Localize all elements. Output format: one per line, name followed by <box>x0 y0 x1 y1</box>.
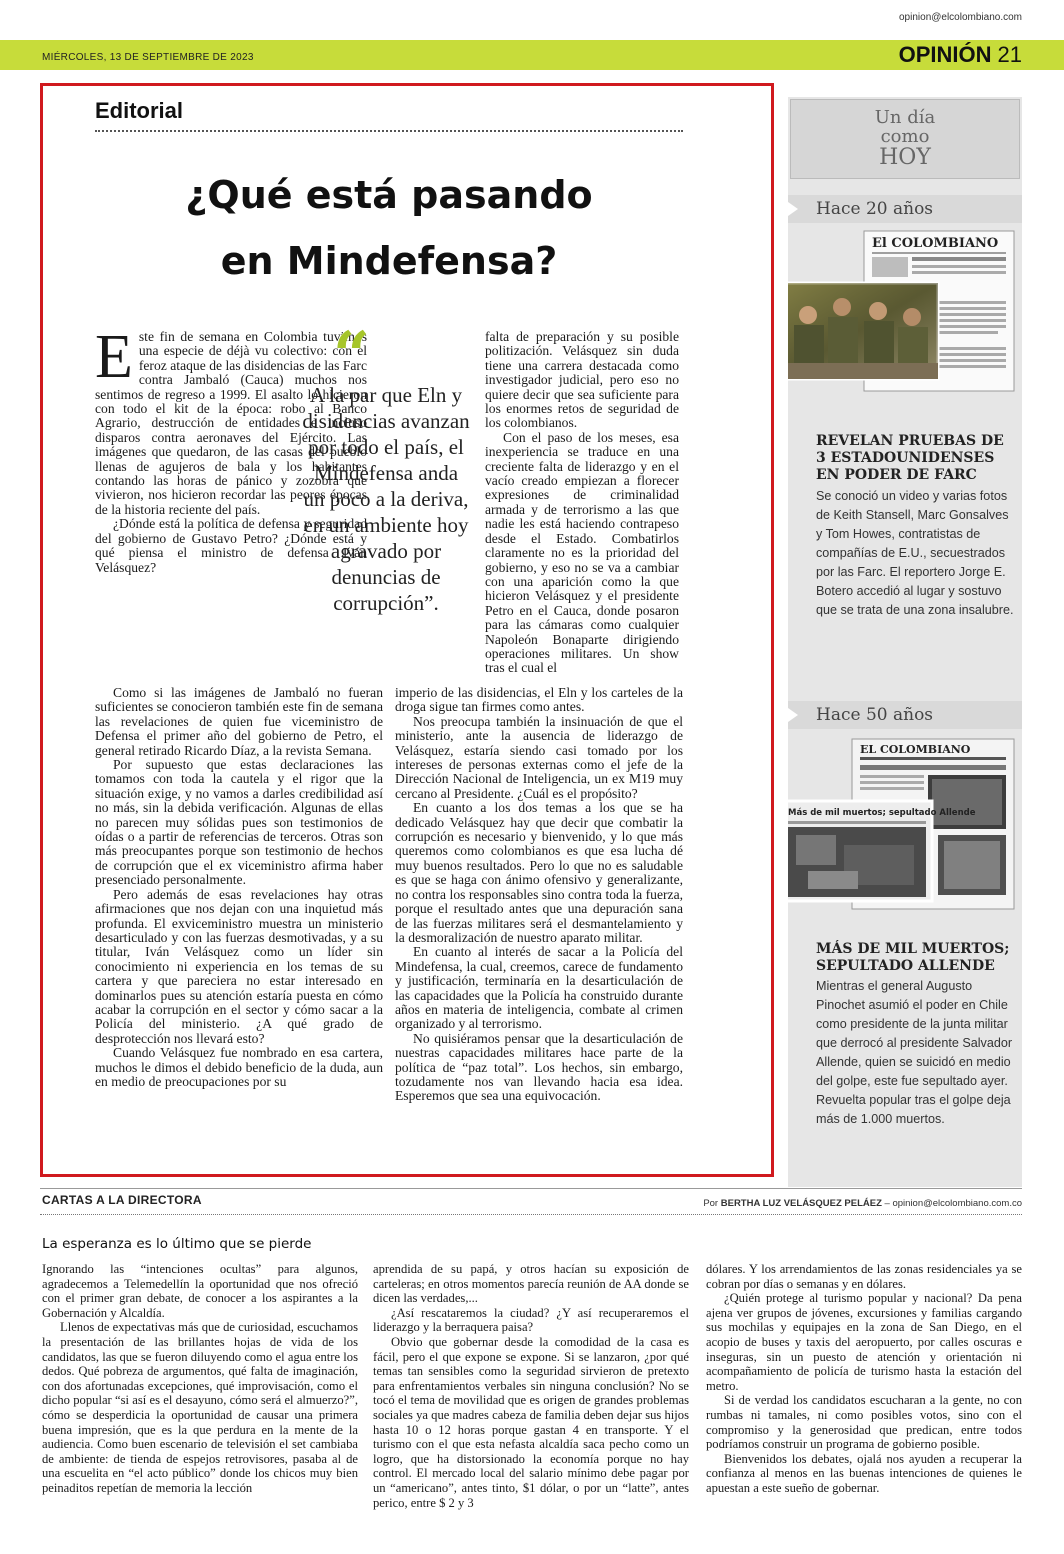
paragraph: Si de verdad los candidatos escucharan a la gente, no con rumbas ni tamales, ni como posibles votos, sino con el compromiso y la generosidad que predican, entre todos podríamos construir un programa de gobierno posible. <box>706 1393 1022 1452</box>
clipping-masthead-20: El COLOMBIANO <box>872 236 999 251</box>
letter-column-1 <box>42 1262 358 1496</box>
paragraph: imperio de las disidencias, el Eln y los carteles de la droga sigue tan firmes como antes. <box>395 685 683 715</box>
editorial-label: Editorial <box>95 98 184 123</box>
editorial-column-3-top <box>485 330 679 676</box>
archive-clipping-50 <box>788 735 1022 915</box>
newspaper-clipping-image <box>788 735 1022 915</box>
news-headline-20: REVELAN PRUEBAS DE 3 ESTADOUNIDENSES EN PODER DE FARC <box>816 433 1004 483</box>
editorial-box <box>40 83 774 1177</box>
editorial-headline <box>95 162 683 294</box>
paragraph: dólares. Y los arrendamientos de las zonas residenciales ya se cobran por días o semanas y en dólares. <box>706 1262 1022 1291</box>
paragraph: ¿Dónde está la política de defensa y seguridad del gobierno de Gustavo Petro? ¿Dónde está y qué piensa el ministro de defensa Iván Velásquez? <box>95 516 367 575</box>
news-body-20: Se conoció un video y varias fotos de Keith Stansell, Marc Gonsalves y Tom Howes, contratistas de compañías de E.U., secuestrados por las Farc. El reportero Jorge E. Botero accedió al lugar y sostuvo que se trata de una zona insalubre. <box>816 489 1014 617</box>
section-title <box>899 42 1022 68</box>
divider <box>40 1188 1022 1189</box>
paragraph: aprendida de su papá, y otros hacían su exposición de carteleras; en otros momentos parecía reunión de AA donde se dicen las verdades,... <box>373 1262 689 1306</box>
paragraph: Bienvenidos los debates, ojalá nos ayuden a recuperar la confianza al menos en las buenas intenciones de quienes le apuestan a este sueño de gobernar. <box>706 1451 1022 1495</box>
editorial-column-1-bottom <box>95 686 383 1089</box>
news-body-50: Mientras el general Augusto Pinochet asumió el poder en Chile como presidente de la junta militar que derrocó al presidente Salvador Allende, quien se suicidó en medio del golpe, este fue sepultado ayer. Revuelta popular tras el golpe deja más de 1.000 muertos. <box>816 979 1013 1126</box>
editorial-column-2-bottom <box>395 686 683 1104</box>
paragraph: Pero además de esas revelaciones hay otras afirmaciones que nos dejan con una inquietud más profunda. El exviceministro muestra un ministerio desarticulado y con las fuerzas desmotivadas, y a su titular, Iván Velásquez como un líder sin conocimiento ni experiencia en los temas de su cartera y que pareciera no estar interesado en dominarlos pues su atención estaría puesta en cómo acabar la corrupción en el sector y cómo sacar a la Policía del ministerio. ¿A qué grado de desprotección nos llevará esto? <box>95 886 383 1046</box>
editorial-rule <box>95 130 683 132</box>
page-number: 21 <box>997 42 1022 67</box>
header-email: opinion@elcolombiano.com <box>899 12 1022 23</box>
sidebar-header: Un día como HOY <box>790 99 1020 179</box>
paragraph: Por supuesto que estas declaraciones las tomamos con toda la cautela y el rigor que la situación exige, y no vamos a darles credibilidad así no más, sin la debida verificación. Algunas de ellas no parecen muy sólidas pues son testimonios de oídas o a partir de referencias de terceros. Otras son más preocupantes porque son testimonio de hechos de corrupción que el ex viceministro afirma haber presenciado personalmente. <box>95 757 383 888</box>
paragraph: Obvio que gobernar desde la comodidad de la casa es fácil, pero el que expone se expone. Si se lanzaron, ¿por qué temas tan sensibles como la seguridad sirvieron de pretexto para enfrentamientos verbales sin ninguna conclusión? No se tocó el tema de movilidad que es origen de grandes problemas sociales ya que madres cabeza de familia deben dejar sus hijos hasta 10 o 12 horas porque gastan 4 en transporte. Y el turismo con el que esta nefasta alcaldía saca pecho como un logro, que ha distorsionado la economía porque no hay control. El mercado local del salario mínimo debe pagar por un “americano”, antes tinto, $1 dólar, o por un “latte”, antes perico, entre $ 2 y 3 <box>373 1334 689 1510</box>
paragraph: En cuanto a los dos temas a los que se ha dedicado Velásquez hay que decir que combatir la corrupción es necesario y bienvenido, y lo que más queremos como colombianos es que esa lucha dé muy buenos resultados. Pero lo que no es saludable es que se haga con ánimo ofensivo y generalizante, no contra los responsables sino contra toda la fuerza, porque el resultado antes que una depuración sana de las fuerzas militares será el desmantelamiento y la desmoralización de nuestro aparato militar. <box>395 800 683 945</box>
paragraph: Cuando Velásquez fue nombrado en esa cartera, muchos le dimos el debido beneficio de la duda, aun en medio de preocupaciones por su <box>95 1045 383 1089</box>
quote-icon: “ <box>333 318 370 393</box>
byline-email: – opinion@elcolombiano.com.co <box>884 1198 1022 1209</box>
letter-title: La esperanza es lo último que se pierde <box>42 1236 312 1252</box>
paragraph: Llenos de expectativas más que de curiosidad, escuchamos la presentación de las brillantes hojas de vida de los candidatos, las que se fueron diluyendo como el agua entre los dedos. Qué pobreza de argumentos, qué falta de imaginación, con dos afortunadas excepciones, qué improvisación, como el dicho popular “si así es el desayuno, cómo será el almuerzo?”, cómo se desperdicia la oportunidad de causar una primera buena impresión, que es la que perdura en la mente de la audiencia. Como buen escenario de televisión el set cambiaba de ambiente: de tienda de espejos retrovisores, pasaba al de una escuelita en “el acto público” donde los chicos muy bien peinaditos repetían de memoria la lección <box>42 1320 358 1495</box>
hace-20-label: Hace 20 años <box>788 195 1022 223</box>
paragraph: Este fin de semana en Colombia tuvimos una especie de déjà vu colectivo: con el feroz ataque de las disidencias de las Farc contra Jambaló (Cauca) muchos nos sentimos de regreso a 1999. El asalto lo hicieron con todo el kit de la época: robo al Banco Agrario, destrucción de entidades e incluso disparos contra aeronaves del Ejército. Las imágenes que quedaron, de las casas del pueblo llenas de agujeros de bala y los habitantes contando las horas de pánico y zozobra que vivieron, nos hicieron recordar las peores épocas de la historia reciente del país. <box>95 323 367 517</box>
headline-line-2: en Mindefensa? <box>220 239 558 283</box>
paragraph: ¿Quién protege al turismo popular y nacional? Da pena ajena ver grupos de jóvenes, excursiones y familias cargando sus mochilas y equipajes en la zona de San Diego, en el acopio de buses y taxis del aeropuerto, por calles oscuras e inseguras, sin un puesto de atención y orientación ni acompañamiento de policía de turismo hasta la estación del metro. <box>706 1291 1022 1393</box>
dropcap: E <box>95 323 133 391</box>
news-headline-50: MÁS DE MIL MUERTOS; SEPULTADO ALLENDE <box>816 941 1010 974</box>
section-name: OPINIÓN <box>898 42 992 67</box>
paragraph: ¿Así rescataremos la ciudad? ¿Y así recuperaremos el liderazgo y la berraquera paisa? <box>373 1305 689 1335</box>
sidebar-un-dia-como-hoy <box>788 97 1022 1187</box>
letter-column-2 <box>373 1262 689 1510</box>
paragraph: En cuanto al interés de sacar a la Policía del Mindefensa, la cual, creemos, carece de fundamento y justificación, terminaría en la desarticulación de las capacidades que la Policía ha construido durante años en materia de inteligencia, combate al crimen organizado y al terrorismo. <box>395 944 683 1032</box>
paragraph: Como si las imágenes de Jambaló no fueran suficientes se conocieron también este fin de semana las revelaciones de quien fue viceministro de Defensa el primer año del gobierno de Petro, el general retirado Ricardo Díaz, a la revista Semana. <box>95 685 383 758</box>
headline-line-1: ¿Qué está pasando <box>185 173 593 217</box>
pull-quote: A la par que Eln y disidencias avanzan por todo el país, el Mindefensa anda un poco a la deriva, en un ambiente hoy agravado por denuncias de corrupción”. <box>302 383 470 615</box>
paragraph: No quisiéramos pensar que la desarticulación de nuestras capacidades militares hace parte de la política de “paz total”. Los hechos, sin embargo, tozudamente nos van llevando hacia esa idea. Esperemos que sea una equivocación. <box>395 1030 683 1104</box>
cartas-section-label: CARTAS A LA DIRECTORA <box>42 1193 202 1207</box>
section-bar <box>0 40 1064 70</box>
byline-name: BERTHA LUZ VELÁSQUEZ PELÁEZ <box>720 1198 882 1209</box>
clipping-masthead-50: EL COLOMBIANO <box>860 743 971 756</box>
paragraph: Nos preocupa también la insinuación de que el ministerio, ante la ausencia de liderazgo de Velásquez, estaría siendo casi tomado por los intereses de personas externas como el jefe de la Dirección Nacional de Inteligencia, un ex M19 muy cercano al Presidente. ¿Cuál es el propósito? <box>395 713 683 801</box>
letter-column-3 <box>706 1262 1022 1496</box>
divider <box>40 1214 1022 1215</box>
paragraph: Ignorando las “intenciones ocultas” para algunos, agradecemos a Telemedellín la oportunidad que nos ofreció con el primer gran debate, de conocer a los aspirantes a la Gobernación y Alcaldía. <box>42 1262 358 1320</box>
paragraph: falta de preparación y su posible politización. Velásquez sin duda tiene una carrera destacada como investigador judicial, pero eso no quiere decir que sea suficiente para los enormes retos de seguridad de los colombianos. <box>485 329 679 431</box>
issue-date: MIÉRCOLES, 13 DE SEPTIEMBRE DE 2023 <box>42 52 254 63</box>
paragraph: Con el paso de los meses, esa inexperiencia se traduce en una creciente falta de liderazgo y en el vacío creado empiezan a florecer expresiones de criminalidad armada y de terrorismo a las que nadie les está haciendo contrapeso desde el Estado. Combatirlos claramente no es la prioridad del gobierno, y eso no se va a cambiar con una aparición como la que hicieron Velásquez y el presidente Petro en el Cauca, donde posaron para las cámaras como cualquier Napoleón Bonaparte dirigiendo operaciones militares. Un show tras el cual el <box>485 429 679 676</box>
archive-clipping-20 <box>788 227 1022 397</box>
hace-50-label: Hace 50 años <box>788 701 1022 729</box>
cartas-byline: Por BERTHA LUZ VELÁSQUEZ PELÁEZ – opinion@elcolombiano.com.co <box>703 1198 1022 1209</box>
newspaper-clipping-image <box>788 227 1022 397</box>
clipping-headline-50: Más de mil muertos; sepultado Allende <box>788 808 976 818</box>
